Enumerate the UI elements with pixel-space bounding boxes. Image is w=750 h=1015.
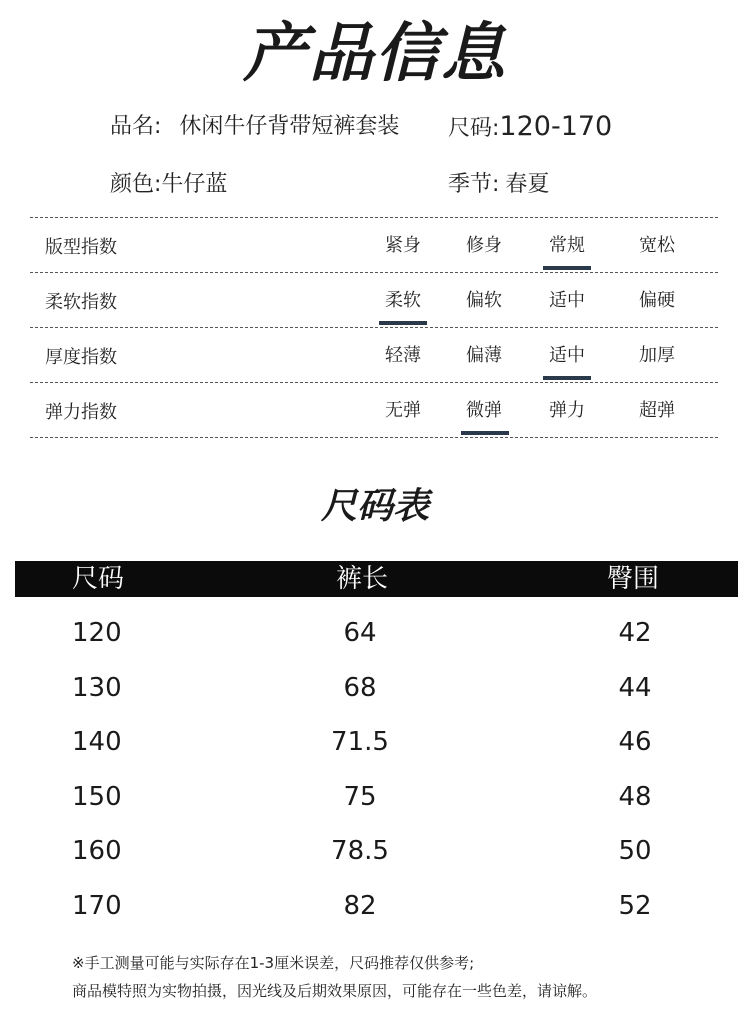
selected-underline-elasticity [461,431,509,435]
header-hip: 臀围 [607,564,660,594]
option-soft-hard: 偏硬 [639,290,675,311]
product-color [110,170,227,200]
product-name-value: 休闲牛仔背带短裤套装 [179,114,400,139]
divider [30,272,718,273]
cell-hip: 50 [618,836,652,866]
option-elastic-none: 无弹 [385,400,421,421]
option-elastic-slight: 微弹 [466,400,502,421]
product-name [110,112,399,142]
option-fit-tight: 紧身 [385,235,421,256]
cell-length: 78.5 [331,836,389,866]
option-elastic-super: 超弹 [639,400,675,421]
cell-size: 120 [72,618,122,648]
measurement-note: ※手工测量可能与实际存在1-3厘米误差，尺码推荐仅供参考; [72,954,475,972]
cell-length: 64 [343,618,377,648]
cell-hip: 52 [618,891,652,921]
option-fit-loose: 宽松 [639,235,675,256]
size-chart-title: 尺码表 [320,486,429,527]
size-range [448,112,612,144]
cell-hip: 42 [618,618,652,648]
page-title: 产品信息 [243,17,507,91]
option-thick-medium: 适中 [549,345,585,366]
cell-size: 150 [72,782,122,812]
divider [30,217,718,218]
option-fit-regular: 常规 [549,235,585,256]
cell-size: 160 [72,836,122,866]
index-label-thickness: 厚度指数 [45,347,117,368]
divider [30,382,718,383]
option-thick-thick: 加厚 [639,345,675,366]
cell-hip: 46 [618,727,652,757]
cell-length: 75 [343,782,377,812]
option-fit-slim: 修身 [466,235,502,256]
cell-length: 71.5 [331,727,389,757]
cell-hip: 44 [618,673,652,703]
cell-size: 140 [72,727,122,757]
size-range-label: 尺码: [448,116,500,141]
cell-length: 82 [343,891,377,921]
cell-length: 68 [343,673,377,703]
cell-size: 130 [72,673,122,703]
selected-underline-softness [379,321,427,325]
product-color-label: 颜色: [110,172,162,197]
product-season-value: 春夏 [505,172,550,197]
index-label-fit: 版型指数 [45,237,117,258]
option-soft-medium: 适中 [549,290,585,311]
product-color-value: 牛仔蓝 [161,172,228,197]
divider [30,437,718,438]
index-label-softness: 柔软指数 [45,292,117,313]
option-soft-softish: 偏软 [466,290,502,311]
product-season [448,170,549,200]
index-label-elasticity: 弹力指数 [45,402,117,423]
selected-underline-thickness [543,376,591,380]
header-length: 裤长 [336,564,389,594]
product-name-label: 品名: [110,114,162,139]
size-range-value: 120-170 [499,111,613,142]
color-note: 商品模特照为实物拍摄，因光线及后期效果原因，可能存在一些色差，请谅解。 [72,982,598,1000]
header-size: 尺码 [72,564,125,594]
selected-underline-fit [543,266,591,270]
cell-size: 170 [72,891,122,921]
divider [30,327,718,328]
product-season-label: 季节: [448,172,500,197]
option-thick-thin: 轻薄 [385,345,421,366]
option-elastic-elastic: 弹力 [549,400,585,421]
option-soft-soft: 柔软 [385,290,421,311]
option-thick-thinnish: 偏薄 [466,345,502,366]
cell-hip: 48 [618,782,652,812]
